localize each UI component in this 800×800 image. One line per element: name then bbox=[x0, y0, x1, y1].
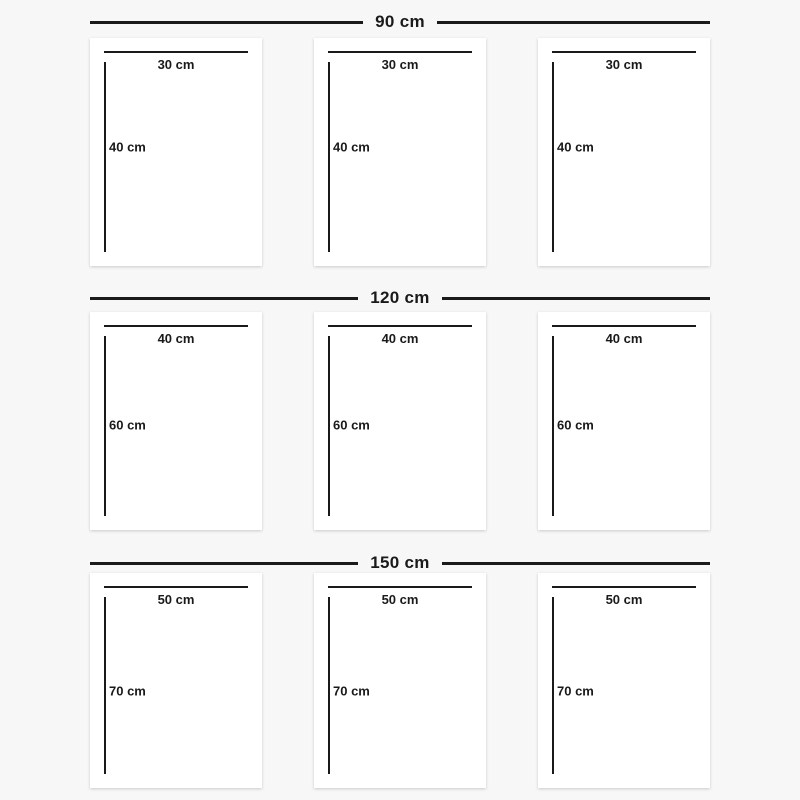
panel-height-rule bbox=[552, 62, 554, 252]
panel-width-label: 50 cm bbox=[381, 592, 419, 607]
panel-height-label: 70 cm bbox=[333, 683, 370, 699]
panel-height-rule bbox=[104, 597, 106, 774]
panel-height-label: 60 cm bbox=[333, 417, 370, 433]
panel-width-rule bbox=[104, 586, 248, 588]
panel-height-label: 40 cm bbox=[109, 139, 146, 155]
panel-height-label: 60 cm bbox=[109, 417, 146, 433]
panel-height-rule bbox=[328, 62, 330, 252]
rule-line-right bbox=[442, 562, 710, 565]
panel-width-rule bbox=[104, 325, 248, 327]
panel bbox=[90, 312, 262, 530]
panel bbox=[538, 573, 710, 788]
panel-row bbox=[90, 312, 710, 530]
panel bbox=[538, 312, 710, 530]
panel bbox=[314, 573, 486, 788]
total-width-rule bbox=[90, 553, 710, 573]
panel-width-rule bbox=[552, 586, 696, 588]
panel-height-rule bbox=[552, 597, 554, 774]
panel-width-rule bbox=[328, 586, 472, 588]
panel-row bbox=[90, 573, 710, 788]
panel-height-label: 60 cm bbox=[557, 417, 594, 433]
rule-line-left bbox=[90, 562, 358, 565]
panel-height-label: 40 cm bbox=[333, 139, 370, 155]
panel-width-label: 40 cm bbox=[605, 331, 643, 346]
total-width-rule bbox=[90, 12, 710, 32]
panel-width-rule bbox=[552, 51, 696, 53]
panel-width-label: 50 cm bbox=[605, 592, 643, 607]
panel-height-label: 40 cm bbox=[557, 139, 594, 155]
panel bbox=[314, 312, 486, 530]
panel-height-label: 70 cm bbox=[109, 683, 146, 699]
panel-width-rule bbox=[328, 325, 472, 327]
panel-width-rule bbox=[104, 51, 248, 53]
panel bbox=[538, 38, 710, 266]
panel-width-rule bbox=[328, 51, 472, 53]
rule-line-left bbox=[90, 297, 358, 300]
panel bbox=[90, 38, 262, 266]
panel-width-rule bbox=[552, 325, 696, 327]
total-width-label: 90 cm bbox=[375, 12, 425, 31]
panel-height-rule bbox=[328, 597, 330, 774]
total-width-rule bbox=[90, 288, 710, 308]
panel-height-rule bbox=[552, 336, 554, 516]
rule-line-right bbox=[442, 297, 710, 300]
panel bbox=[90, 573, 262, 788]
panel-width-label: 30 cm bbox=[605, 57, 643, 72]
total-width-label: 150 cm bbox=[370, 553, 430, 572]
rule-line-left bbox=[90, 21, 363, 24]
panel-width-label: 30 cm bbox=[381, 57, 419, 72]
panel-height-rule bbox=[328, 336, 330, 516]
panel bbox=[314, 38, 486, 266]
panel-height-rule bbox=[104, 62, 106, 252]
rule-line-right bbox=[437, 21, 710, 24]
panel-width-label: 50 cm bbox=[157, 592, 195, 607]
total-width-label: 120 cm bbox=[370, 288, 430, 307]
panel-height-label: 70 cm bbox=[557, 683, 594, 699]
panel-width-label: 40 cm bbox=[381, 331, 419, 346]
panel-width-label: 40 cm bbox=[157, 331, 195, 346]
panel-height-rule bbox=[104, 336, 106, 516]
panel-width-label: 30 cm bbox=[157, 57, 195, 72]
panel-row bbox=[90, 38, 710, 266]
